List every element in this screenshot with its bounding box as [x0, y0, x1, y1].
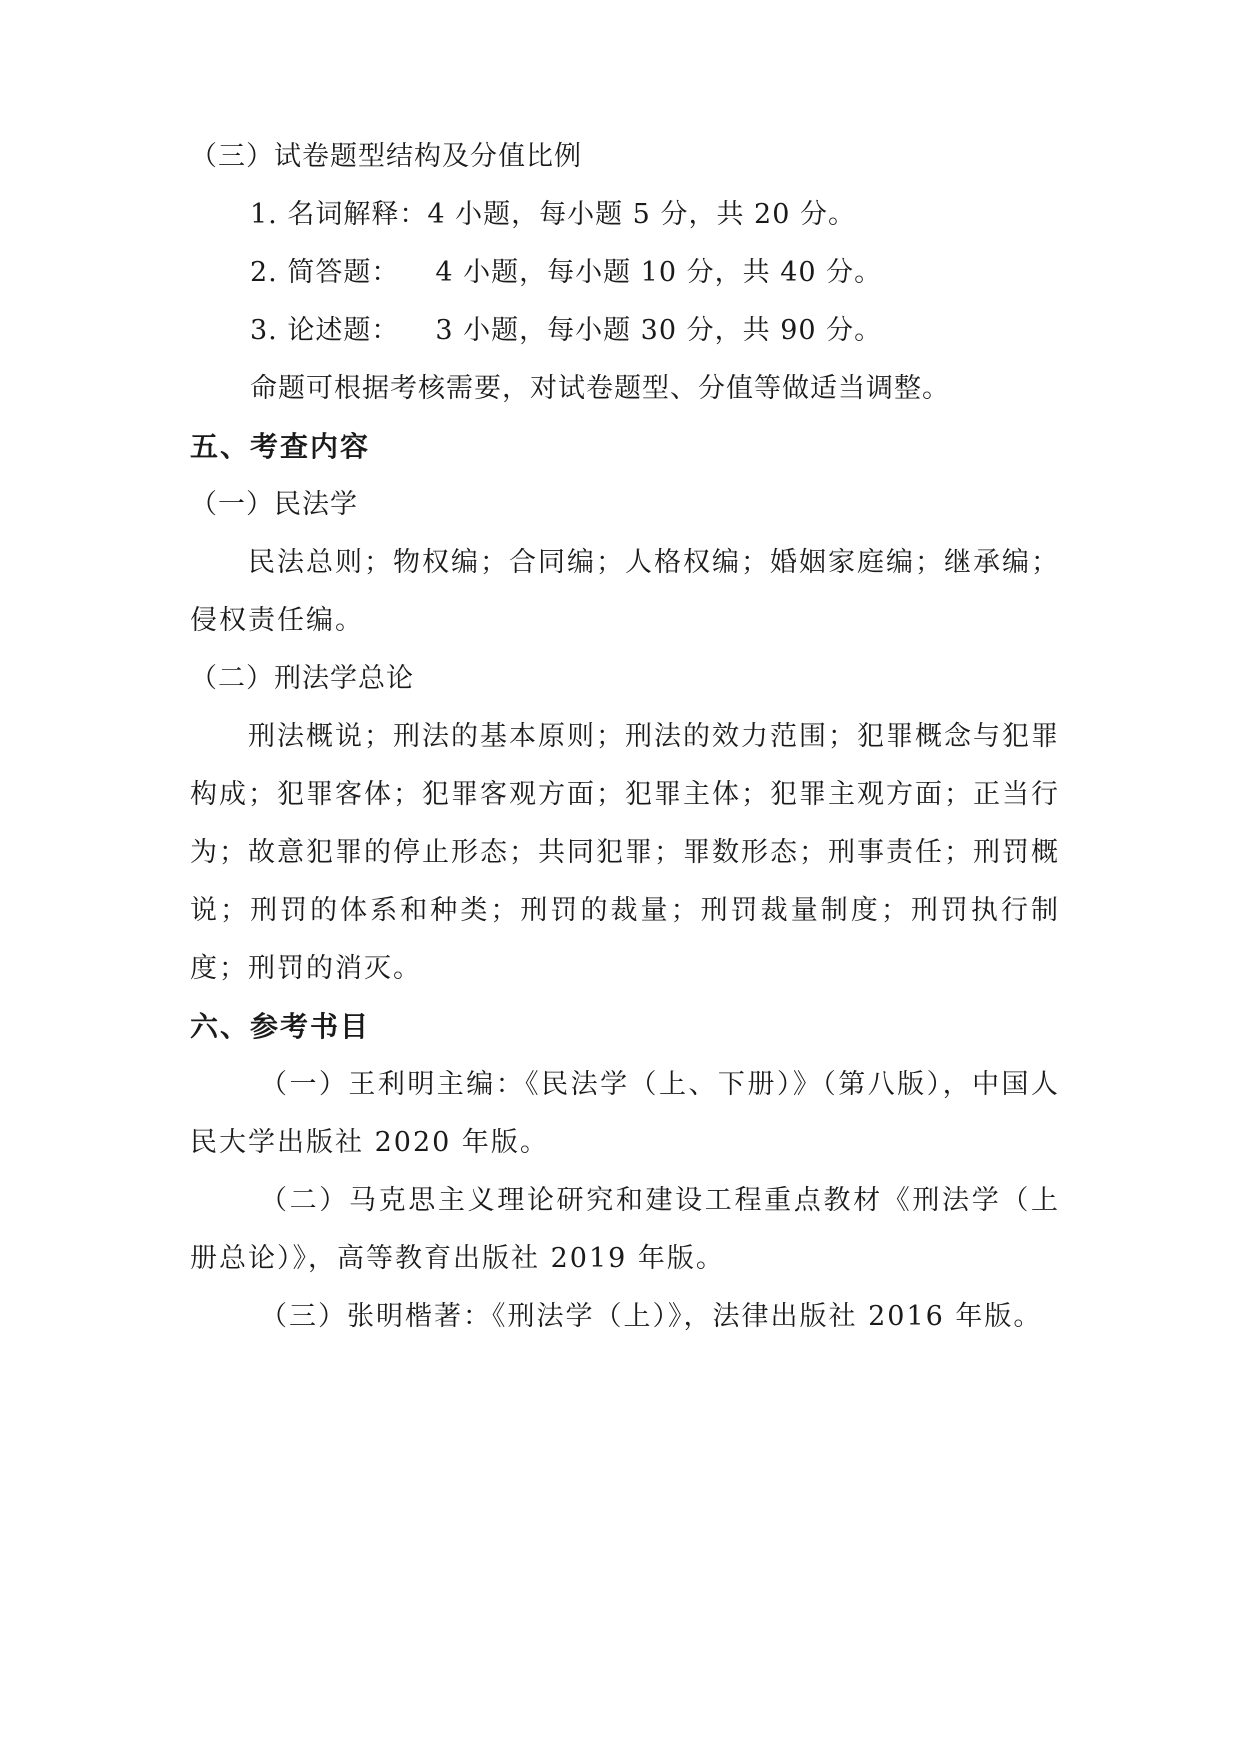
exam-item-label: 3. 论述题： — [250, 315, 400, 346]
reference-item-2: （二）马克思主义理论研究和建设工程重点教材《刑法学（上册总论）》，高等教育出版社 2019 年版。 — [190, 1185, 1060, 1274]
exam-item-label: 1. 名词解释： — [250, 199, 428, 230]
references-heading: 六、参考书目 — [190, 1010, 371, 1043]
exam-item-1 — [190, 186, 1060, 244]
civil-law-heading: （一）民法学 — [190, 489, 358, 520]
criminal-law-text: 刑法概说；刑法的基本原则；刑法的效力范围；犯罪概念与犯罪构成；犯罪客体；犯罪客观方面；犯罪主体；犯罪主观方面；正当行为；故意犯罪的停止形态；共同犯罪；罪数形态；刑事责任；刑罚概说；刑罚的体系和种类；刑罚的裁量；刑罚裁量制度；刑罚执行制度；刑罚的消灭。 — [190, 721, 1060, 984]
exam-item-label: 2. 简答题： — [250, 257, 400, 288]
civil-law-text: 民法总则；物权编；合同编；人格权编；婚姻家庭编；继承编；侵权责任编。 — [190, 547, 1060, 636]
exam-item-detail: 3 小题，每小题 30 分，共 90 分。 — [435, 315, 883, 346]
exam-item-2 — [190, 244, 1060, 302]
content-heading: 五、考查内容 — [190, 430, 371, 463]
document-body — [190, 128, 1060, 1346]
exam-structure-heading: （三）试卷题型结构及分值比例 — [190, 141, 582, 172]
criminal-law-heading: （二）刑法学总论 — [190, 663, 414, 694]
exam-item-detail: 4 小题，每小题 10 分，共 40 分。 — [435, 257, 883, 288]
exam-item-3 — [190, 302, 1060, 360]
reference-item-1: （一）王利明主编：《民法学（上、下册）》（第八版），中国人民大学出版社 2020 年版。 — [190, 1069, 1060, 1158]
exam-item-detail: 4 小题，每小题 5 分，共 20 分。 — [427, 199, 856, 230]
reference-item-3: （三）张明楷著：《刑法学（上）》，法律出版社 2016 年版。 — [260, 1301, 1043, 1332]
adjust-note: 命题可根据考核需要，对试卷题型、分值等做适当调整。 — [250, 373, 950, 404]
